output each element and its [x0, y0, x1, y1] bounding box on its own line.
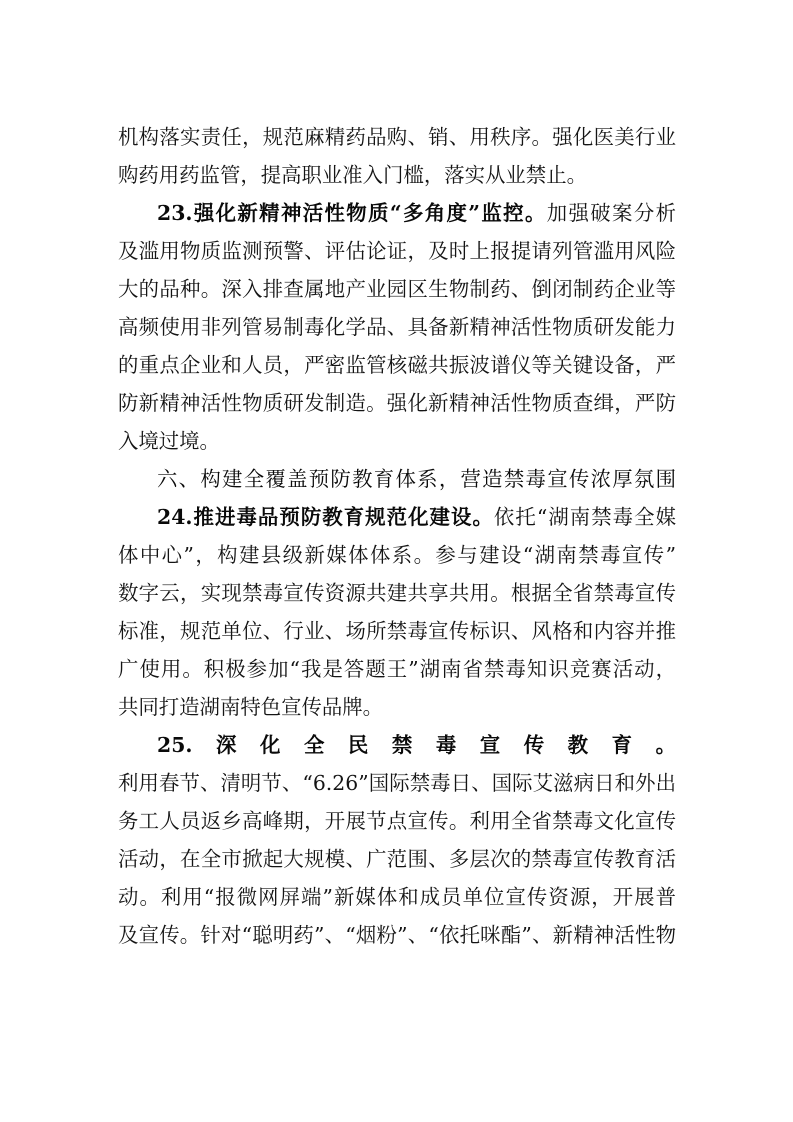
text-run: 加强破案分析: [546, 201, 676, 225]
text-line: [118, 498, 676, 536]
text-line: 高频使用非列管易制毒化学品、具备新精神活性物质研发能力: [118, 315, 676, 339]
section-heading-6: [118, 460, 676, 498]
text-line: [118, 194, 676, 232]
text-line: 共同打造湖南特色宣传品牌。: [118, 695, 384, 719]
text-run: 依托“湖南禁毒全媒: [493, 505, 676, 529]
text-line: 入境过境。: [118, 429, 220, 453]
paragraph-medical-drug-supervision: [118, 118, 676, 194]
text-line: 利用春节、清明节、“6.26”国际禁毒日、国际艾滋病日和外出: [118, 771, 676, 795]
text-line: 标准，规范单位、行业、场所禁毒宣传标识、风格和内容并推: [118, 619, 676, 643]
text-line: 活动，在全市掀起大规模、广范围、多层次的禁毒宣传教育活: [118, 847, 676, 871]
text-line: 动。利用“报微网屏端”新媒体和成员单位宣传资源，开展普: [118, 885, 676, 909]
text-line: 的重点企业和人员，严密监管核磁共振波谱仪等关键设备，严: [118, 353, 676, 377]
paragraph-item-25: [118, 726, 676, 954]
document-page: [118, 118, 676, 954]
text-line: [118, 726, 676, 764]
text-line: 防新精神活性物质研发制造。强化新精神活性物质查缉，严防: [118, 391, 676, 415]
item-25-title: 25.深化全民禁毒宣传教育。: [157, 733, 676, 757]
text-line: 务工人员返乡高峰期，开展节点宣传。利用全省禁毒文化宣传: [118, 809, 676, 833]
text-line: 及宣传。针对“聪明药”、“烟粉”、“依托咪酯”、新精神活性物: [118, 923, 676, 947]
item-23-title: 23.强化新精神活性物质“多角度”监控。: [157, 201, 547, 225]
item-24-title: 24.推进毒品预防教育规范化建设。: [157, 505, 494, 529]
paragraph-item-23: [118, 194, 676, 460]
section-heading: 六、构建全覆盖预防教育体系，营造禁毒宣传浓厚氛围: [157, 467, 676, 491]
text-line: 大的品种。深入排查属地产业园区生物制药、倒闭制药企业等: [118, 277, 676, 301]
text-line: 机构落实责任，规范麻精药品购、销、用秩序。强化医美行业: [118, 125, 676, 149]
text-line: 数字云，实现禁毒宣传资源共建共享共用。根据全省禁毒宣传: [118, 581, 676, 605]
text-line: 购药用药监管，提高职业准入门槛，落实从业禁止。: [118, 163, 587, 187]
text-line: 及滥用物质监测预警、评估论证，及时上报提请列管滥用风险: [118, 239, 676, 263]
text-line: 体中心”，构建县级新媒体体系。参与建设“湖南禁毒宣传”: [118, 543, 676, 567]
text-line: 广使用。积极参加“我是答题王”湖南省禁毒知识竞赛活动，: [118, 657, 676, 681]
paragraph-item-24: [118, 498, 676, 726]
